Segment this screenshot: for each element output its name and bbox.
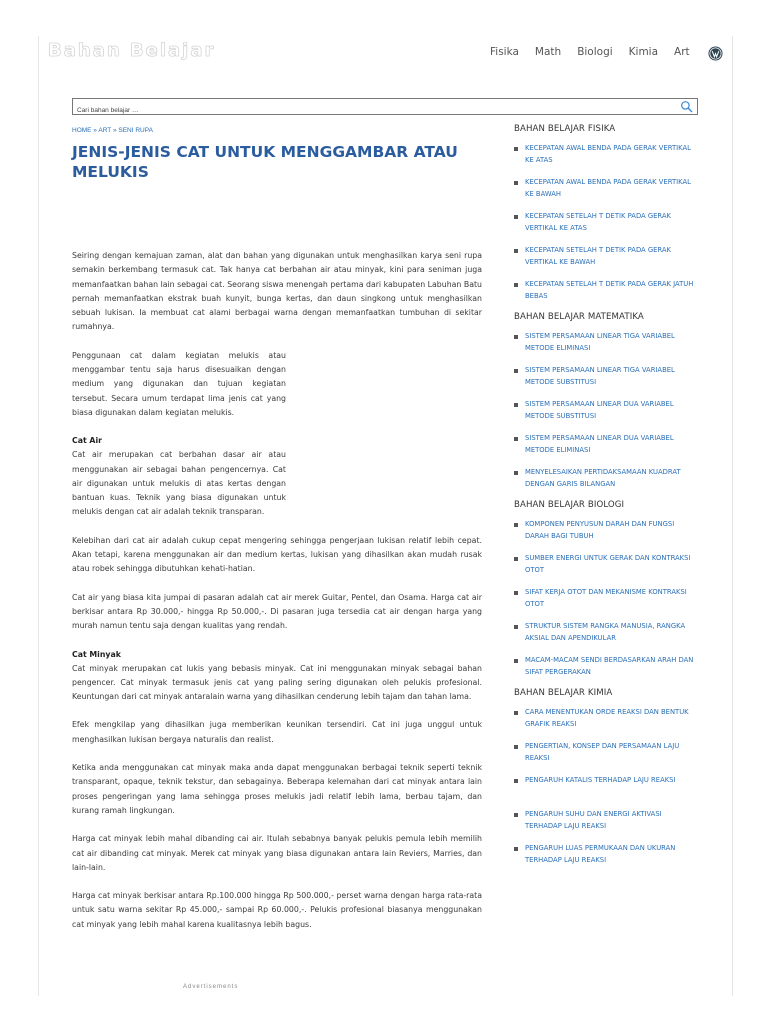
- sidebar-heading: BAHAN BELAJAR KIMIA: [514, 688, 613, 698]
- sidebar-section-biologi: [514, 500, 700, 678]
- sidebar-link: [514, 552, 700, 576]
- sidebar: [514, 124, 700, 876]
- sidebar-link: [514, 706, 700, 730]
- sidebar-link: [514, 842, 700, 866]
- sidebar-link: [514, 176, 700, 200]
- page-frame-right: [732, 36, 733, 996]
- sidebar-link: [514, 364, 700, 388]
- sidebar-section-matematika: [514, 312, 700, 490]
- article-paragraph: Cat air merupakan cat berbahan dasar air atau menggunakan air sebagai bahan pengencernya. Cat air digunakan untuk melukis di atas kertas dengan bantuan kuas. Teknik yang biasa digunakan untuk melukis dengan cat air adalah teknik transparan.: [72, 450, 286, 517]
- sidebar-link: [514, 278, 700, 302]
- sidebar-link-text[interactable]: SISTEM PERSAMAAN LINEAR DUA VARIABEL METODE SUBSTITUSI: [525, 400, 674, 420]
- article-paragraph: Ketika anda menggunakan cat minyak maka anda dapat menggunakan berbagai teknik seperti teknik transparant, opaque, teknik tekstur, dan sebagainya. Beberapa kelemahan dari cat minyak antara lain proses pengeringan yang lama sehingga proses melukis jadi relatif lebih lama, berbau tajam, dan kurang ramah lingkungan.: [72, 763, 482, 815]
- page-title: JENIS-JENIS CAT UNTUK MENGGAMBAR ATAU MELUKIS: [72, 143, 458, 181]
- search-input[interactable]: [73, 104, 669, 118]
- article-paragraph: Harga cat minyak lebih mahal dibanding cai air. Itulah sebabnya banyak pelukis pemula lebih memilih cat air dibanding cat minyak. Merek cat minyak yang biasa digunakan antara lain Reviers, Marries, dan lain-lain.: [72, 834, 482, 872]
- sidebar-link: [514, 774, 700, 786]
- article-paragraph: Harga cat minyak berkisar antara Rp.100.000 hingga Rp 500.000,- perset warna dengan harga rata-rata untuk satu warna sekitar Rp 45.000,- sampai Rp 60.000,-. Pelukis profesional biasanya menggunakan cat minyak yang lebih mahal karena kualitasnya lebih bagus.: [72, 891, 482, 929]
- breadcrumb-seni-rupa[interactable]: SENI RUPA: [118, 127, 153, 134]
- sidebar-link-text[interactable]: SIFAT KERJA OTOT DAN MEKANISME KONTRAKSI OTOT: [525, 588, 687, 608]
- nav-item-fisika[interactable]: Fisika: [490, 46, 519, 58]
- sidebar-link-text[interactable]: PENGARUH KATALIS TERHADAP LAJU REAKSI: [525, 776, 676, 784]
- sidebar-link-text[interactable]: MENYELESAIKAN PERTIDAKSAMAAN KUADRAT DENGAN GARIS BILANGAN: [525, 468, 681, 488]
- sidebar-link: [514, 518, 700, 542]
- breadcrumb-home[interactable]: HOME: [72, 127, 92, 134]
- sidebar-link-text[interactable]: MACAM-MACAM SENDI BERDASARKAN ARAH DAN SIFAT PERGERAKAN: [525, 656, 694, 676]
- breadcrumb-art[interactable]: ART: [98, 127, 112, 134]
- sidebar-link-text[interactable]: KECEPATAN AWAL BENDA PADA GERAK VERTIKAL KE ATAS: [525, 144, 691, 164]
- sidebar-link: [514, 432, 700, 456]
- sidebar-link-text[interactable]: PENGARUH SUHU DAN ENERGI AKTIVASI TERHADAP LAJU REAKSI: [525, 810, 662, 830]
- sidebar-link: [514, 142, 700, 166]
- sidebar-link: [514, 808, 700, 832]
- sidebar-link-text[interactable]: KECEPATAN SETELAH T DETIK PADA GERAK VERTIKAL KE BAWAH: [525, 246, 671, 266]
- sidebar-link: [514, 466, 700, 490]
- article-paragraph: Cat minyak merupakan cat lukis yang bebasis minyak. Cat ini menggunakan minyak sebagai bahan pengencer. Cat minyak termasuk jenis cat yang paling sering digunakan oleh pelukis profesional. Keuntungan dari cat minyak antaralain warna yang dihasilkan cenderung lebih tajam dan tahan lama.: [72, 663, 482, 702]
- article-paragraph: Seiring dengan kemajuan zaman, alat dan bahan yang digunakan untuk menghasilkan karya seni rupa semakin berkembang termasuk cat. Tak hanya cat berbahan air atau minyak, kini para seniman juga memanfaatkan bahan lain sebagai cat. Seorang siswa menengah pertama dari kabupaten Labuhan Batu pernah memanfaatkan ekstrak buah kunyit, bunga kertas, dan daun singkong untuk menghasilkan sebuah lukisan. Ia membuat cat alami berbagai warna dengan memanfaatkan tumbuhan di sekitar rumahnya.: [72, 251, 482, 332]
- article-paragraph: Cat air yang biasa kita jumpai di pasaran adalah cat air merek Guitar, Pentel, dan Osama. Harga cat air berkisar antara Rp 30.000,- hingga Rp 50.000,-. Di pasaran juga tersedia cat air dengan harga yang murah namun tentu saja dengan kualitas yang rendah.: [72, 592, 482, 631]
- sidebar-heading: BAHAN BELAJAR BIOLOGI: [514, 500, 625, 510]
- nav-item-art[interactable]: Art: [674, 46, 690, 58]
- sidebar-link-text[interactable]: SISTEM PERSAMAAN LINEAR TIGA VARIABEL METODE SUBSTITUSI: [525, 366, 675, 386]
- article-body: [72, 249, 482, 932]
- nav-item-kimia[interactable]: Kimia: [628, 46, 659, 58]
- sidebar-link: [514, 620, 700, 644]
- advertisements-label: Advertisements: [183, 984, 239, 990]
- sidebar-link: [514, 740, 700, 764]
- sidebar-link-text[interactable]: SISTEM PERSAMAAN LINEAR DUA VARIABEL METODE ELIMINASI: [525, 434, 674, 454]
- sidebar-list: [514, 330, 700, 490]
- wordpress-icon[interactable]: [708, 46, 723, 61]
- sidebar-list: [514, 518, 700, 678]
- sidebar-list: [514, 706, 700, 866]
- sidebar-link-text[interactable]: STRUKTUR SISTEM RANGKA MANUSIA, RANGKA AKSIAL DAN APENDIKULAR: [525, 622, 686, 642]
- site-logo[interactable]: Bahan Belajar: [48, 40, 216, 61]
- sidebar-link: [514, 244, 700, 268]
- sidebar-link-text[interactable]: SISTEM PERSAMAAN LINEAR TIGA VARIABEL METODE ELIMINASI: [525, 332, 675, 352]
- main-nav: [490, 46, 706, 58]
- article-paragraph: Kelebihan dari cat air adalah cukup cepat mengering sehingga pengerjaan lukisan relatif lebih cepat. Akan tetapi, karena menggunakan air dan medium kertas, lukisan yang dihasilkan akan mudah rusak atau robek sehingga dibutuhkan kehati-hatian.: [72, 535, 482, 574]
- sidebar-link-text[interactable]: PENGERTIAN, KONSEP DAN PERSAMAAN LAJU REAKSI: [525, 742, 680, 762]
- sidebar-heading: BAHAN BELAJAR FISIKA: [514, 124, 616, 134]
- breadcrumb-separator: »: [111, 127, 119, 134]
- sidebar-link-text[interactable]: KECEPATAN SETELAH T DETIK PADA GERAK JATUH BEBAS: [525, 280, 694, 300]
- page-frame-left: [38, 36, 39, 996]
- article-paragraph: Efek mengkilap yang dihasilkan juga memberikan keunikan tersendiri. Cat ini juga unggul untuk menghasilkan lukisan bergaya naturalis dan realist.: [72, 720, 482, 744]
- sidebar-link-text[interactable]: KECEPATAN AWAL BENDA PADA GERAK VERTIKAL KE BAWAH: [525, 178, 691, 198]
- nav-item-biologi[interactable]: Biologi: [577, 46, 613, 58]
- sidebar-link: [514, 586, 700, 610]
- sidebar-section-fisika: [514, 124, 700, 302]
- sidebar-link-text[interactable]: PENGARUH LUAS PERMUKAAN DAN UKURAN TERHADAP LAJU REAKSI: [525, 844, 676, 864]
- sidebar-link-text[interactable]: KECEPATAN SETELAH T DETIK PADA GERAK VERTIKAL KE ATAS: [525, 212, 671, 232]
- nav-item-math[interactable]: Math: [534, 46, 562, 58]
- sidebar-link: [514, 398, 700, 422]
- sidebar-link-text[interactable]: CARA MENENTUKAN ORDE REAKSI DAN BENTUK GRAFIK REAKSI: [525, 708, 689, 728]
- search-box: [72, 98, 698, 115]
- sidebar-link-text[interactable]: KOMPONEN PENYUSUN DARAH DAN FUNGSI DARAH BAGI TUBUH: [525, 520, 675, 540]
- sidebar-link: [514, 210, 700, 234]
- search-icon[interactable]: [680, 100, 693, 113]
- breadcrumb-separator: »: [91, 127, 99, 134]
- sidebar-heading: BAHAN BELAJAR MATEMATIKA: [514, 312, 644, 322]
- sidebar-section-kimia: [514, 688, 700, 866]
- breadcrumb: [72, 127, 153, 134]
- article-paragraph: Penggunaan cat dalam kegiatan melukis atau menggambar tentu saja harus disesuaikan dengan medium yang digunakan dan tujuan kegiatan tersebut. Secara umum terdapat lima jenis cat yang biasa digunakan dalam kegiatan melukis.: [72, 350, 286, 417]
- section-heading-cat-air: Cat Air: [72, 436, 102, 446]
- sidebar-list: [514, 142, 700, 302]
- section-heading-cat-minyak: Cat Minyak: [72, 649, 121, 659]
- sidebar-link: [514, 654, 700, 678]
- sidebar-link-text[interactable]: SUMBER ENERGI UNTUK GERAK DAN KONTRAKSI OTOT: [525, 554, 691, 574]
- sidebar-link: [514, 330, 700, 354]
